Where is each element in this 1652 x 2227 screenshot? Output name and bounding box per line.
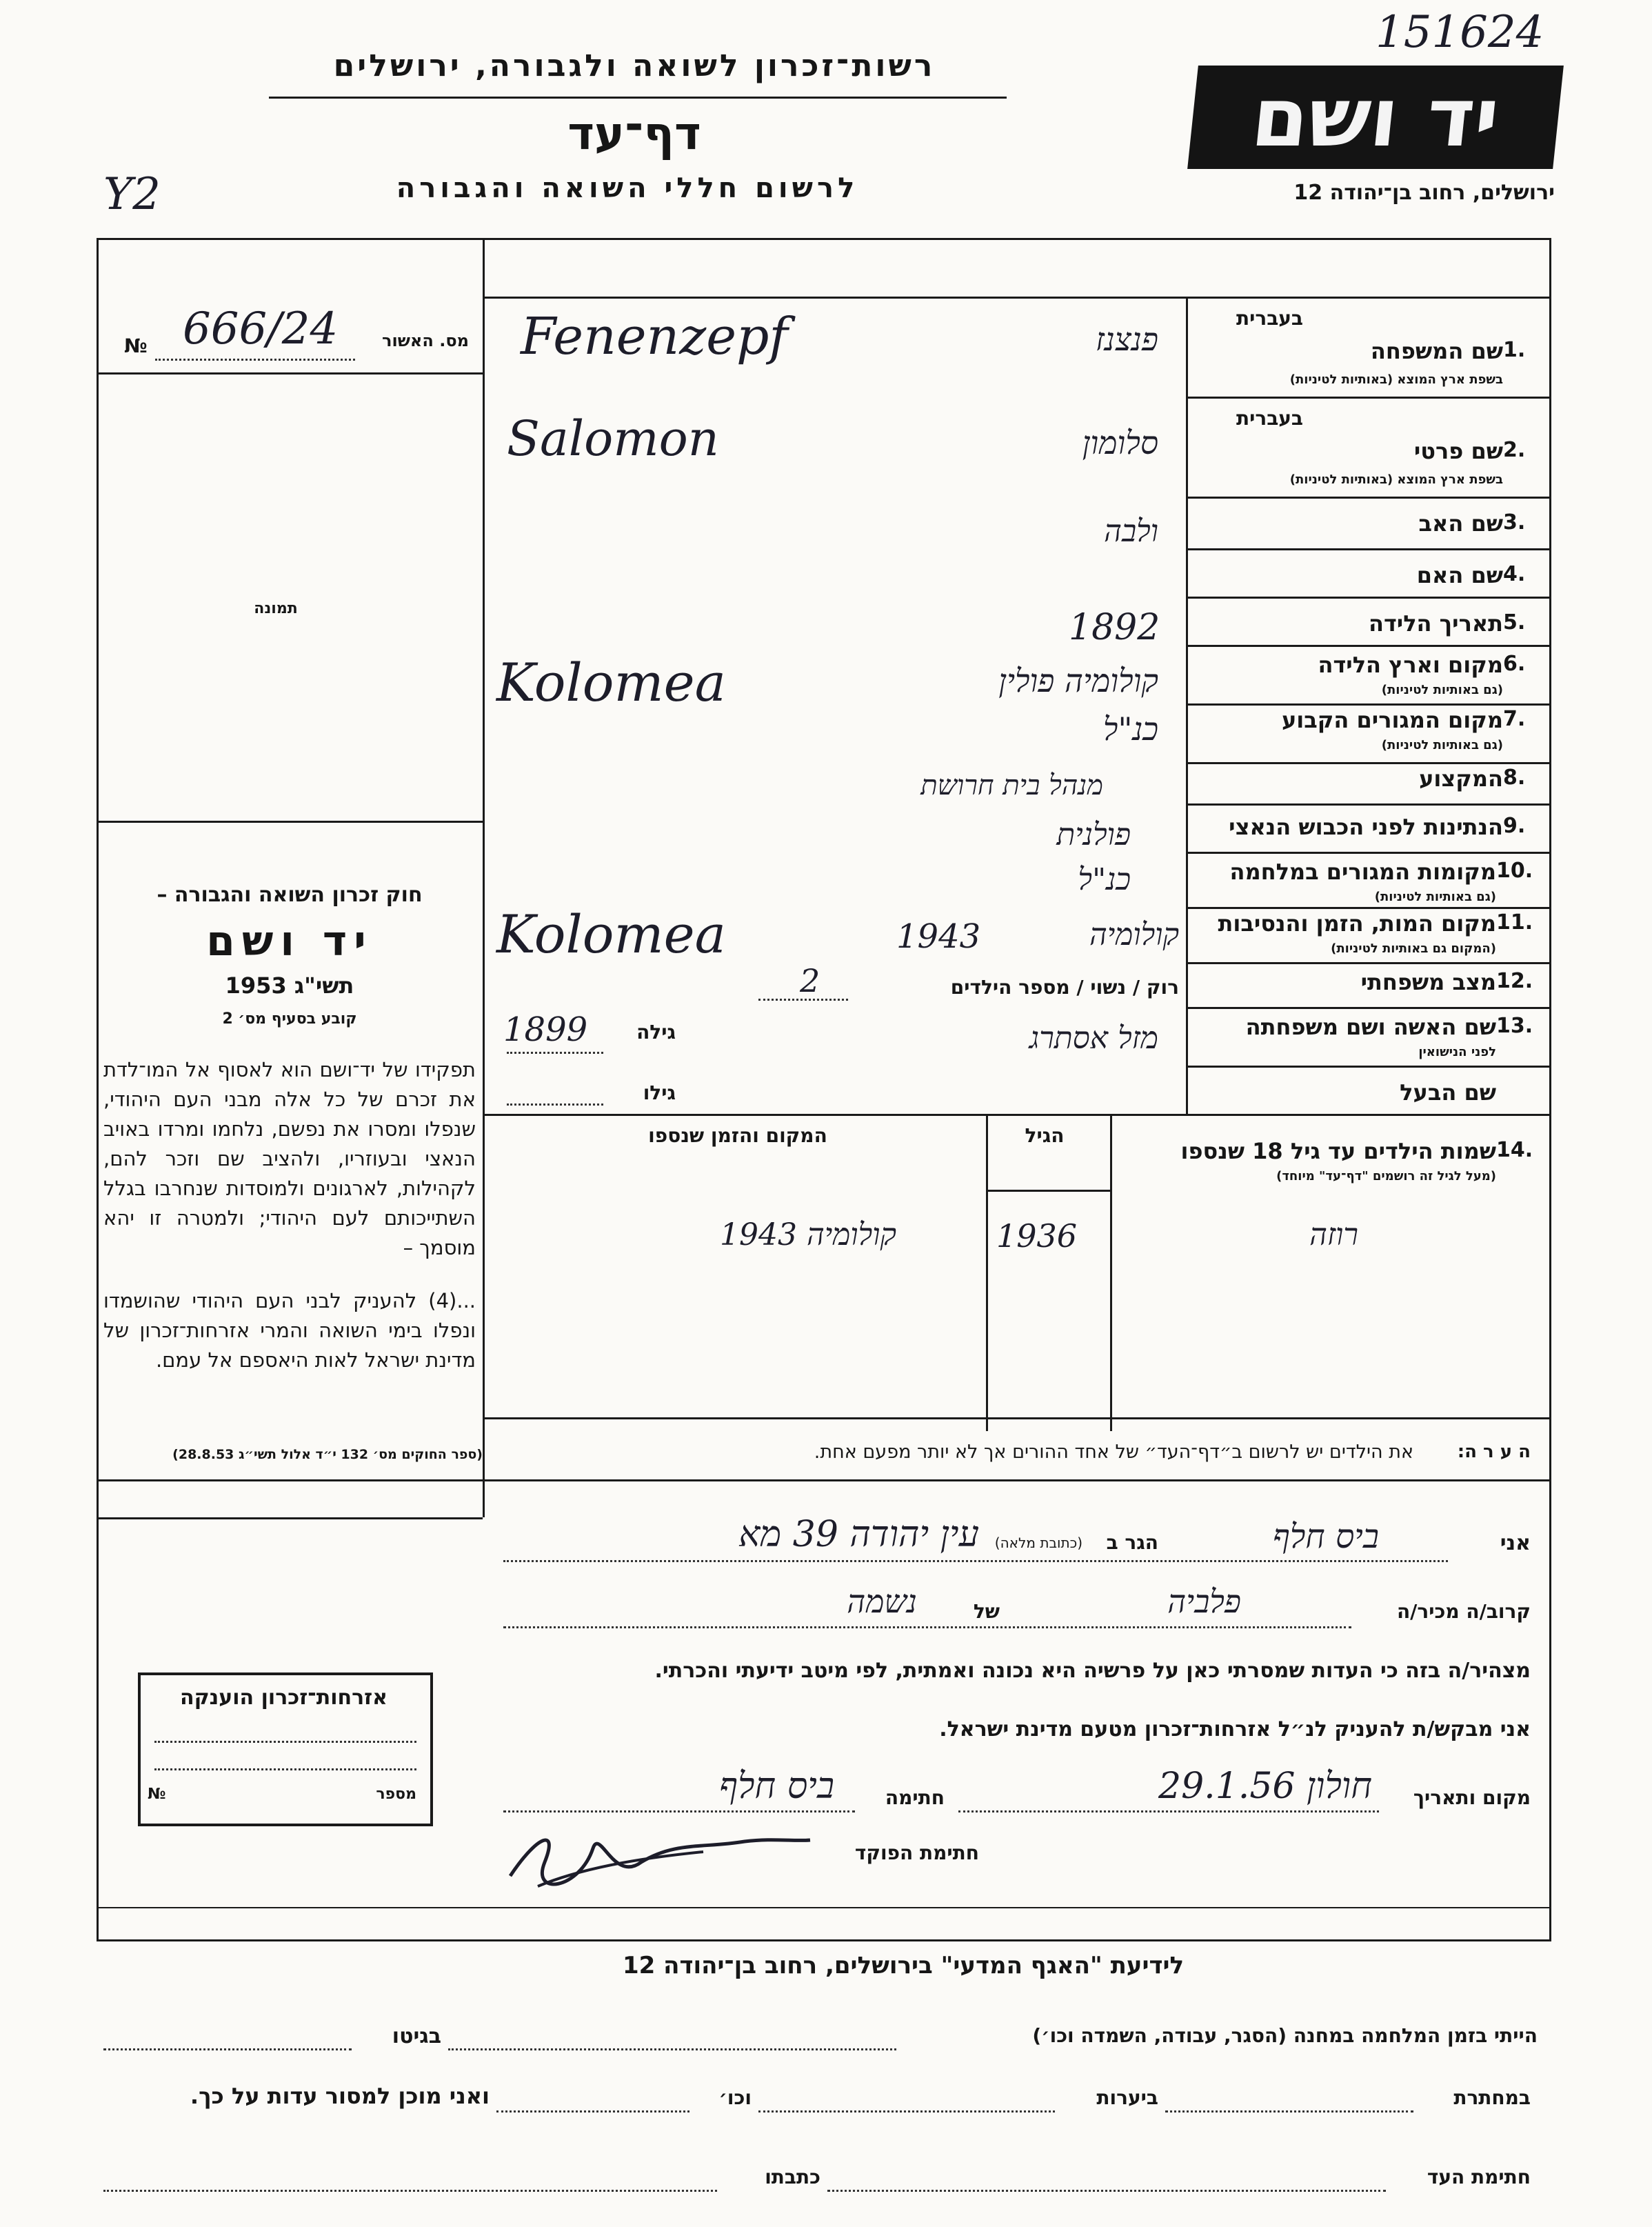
nationality: פולנית <box>1056 817 1131 852</box>
death-year: 1943 <box>896 917 981 956</box>
citizenship-number-label: מספר <box>376 1786 416 1803</box>
bottom-line-3-a: חתימת העד <box>1427 2166 1531 2188</box>
header-address: ירושלים, רחוב בן־יהודה 12 <box>1293 181 1555 205</box>
profession: מנהל בית חרושת <box>920 770 1103 801</box>
death-place-latin: Kolomea <box>496 903 726 965</box>
photo-bottom <box>97 821 483 823</box>
law-text-2: ...(4) להעניק לבני העם היהודי שהושמדו ונפלו בימי השואה והמרי אזרחות־זכרון של מדינת ישראל לאות היאספם אל עמם. <box>103 1289 476 1372</box>
header-rule <box>269 97 1007 99</box>
field-10-sub: (גם באותיות לטיניות) <box>1374 890 1496 904</box>
field-13-label: שם האשה ושם משפחתה <box>1245 1014 1496 1040</box>
authority-title: רשות־זכרון לשואה ולגבורה, ירושלים <box>333 48 936 83</box>
children-age-divider-right <box>1110 1114 1112 1431</box>
field-1-hebrew-tag: בעברית <box>1236 307 1303 330</box>
address-note: (כתובת מלאה) <box>994 1535 1082 1551</box>
surname-latin: Fenenzepf <box>521 307 788 366</box>
declarant-address: עין יהודה 39 מא <box>738 1514 979 1555</box>
place-date-dotline <box>958 1810 1379 1812</box>
approval-sign: № <box>124 334 148 357</box>
declarant-dotline <box>503 1560 1448 1562</box>
field-12-label: מצב משפחתי <box>1360 969 1496 995</box>
child-name: רוזה <box>1309 1217 1358 1252</box>
citizenship-number-sign: № <box>148 1786 166 1803</box>
field-3-label: שם האב <box>1418 510 1503 537</box>
wife-age-label: גילה <box>636 1021 676 1043</box>
bottom-line-1-dots <box>448 2048 896 2050</box>
lives-label: הגר ב <box>1106 1531 1158 1554</box>
law-name: יד ושם <box>206 917 373 966</box>
field-12-num: 12. <box>1496 969 1533 993</box>
approval-dotline <box>155 359 355 361</box>
children-age-divider-left <box>986 1114 988 1431</box>
field-13-num: 13. <box>1496 1014 1533 1038</box>
field-2-num: 2. <box>1503 438 1526 462</box>
field-6-sub: (גם באותיות לטיניות) <box>1381 683 1503 697</box>
field-11-num: 11. <box>1496 910 1533 935</box>
statement-2: אני מבקש/ת להעניק לנ״ל אזרחות־זכרון מטעם מדינת ישראל. <box>939 1717 1531 1741</box>
of-label: של <box>973 1600 1000 1623</box>
law-title: חוק זכרון השואה והגבורה – <box>157 883 423 907</box>
wife-birth-year: 1899 <box>503 1010 588 1049</box>
frame-top-2 <box>483 297 1551 299</box>
field-2-hebrew-tag: בעברית <box>1236 407 1303 430</box>
children-dotline <box>758 999 848 1001</box>
children-header-name: שמות הילדים עד גיל 18 שנספו <box>1180 1138 1496 1164</box>
field-3-num: 3. <box>1503 510 1526 535</box>
officer-signature <box>496 1821 820 1897</box>
approval-rule <box>97 372 483 375</box>
field-10-label: מקומות המגורים במלחמה <box>1229 859 1496 885</box>
of-value: נשמה <box>847 1583 917 1620</box>
bottom-line-2-end: ואני מוכן למסור עדות על כך. <box>190 2083 490 2109</box>
frame-top <box>97 238 1551 240</box>
bottom-title: לידיעת "האגף המדעי" בירושלים, רחוב בן־יהודה 12 <box>622 1952 1185 1979</box>
children-header-note: (מעל לגיל זה רושמים "דף־עד" מיוחד) <box>1276 1169 1496 1184</box>
statement-1: מצהיר/ה בזה כי העדות שמסרתי כאן על פרשיה היא נכונה ואמתית, לפי מיטב ידיעתי והכרתי. <box>654 1659 1531 1683</box>
marital-options: רוק / נשוי / מספר הילדים <box>950 976 1179 999</box>
husband-age-label: גילו <box>643 1081 676 1104</box>
wife-dotline <box>507 1052 603 1054</box>
field-6-rule <box>1186 703 1551 706</box>
children-count: 2 <box>800 962 820 999</box>
frame-bottom <box>97 1939 1551 1941</box>
birth-date: 1892 <box>1069 607 1160 648</box>
bottom-line-2-dots-b <box>758 2110 1055 2113</box>
field-13-rule <box>1186 1066 1551 1068</box>
law-clause: קובע בסעיף מס׳ 2 <box>222 1010 357 1028</box>
husband-label: שם הבעל <box>1400 1079 1496 1106</box>
field-7-sub: (גם באותיות לטיניות) <box>1381 738 1503 752</box>
field-11-sub: (המקום גם באותיות לטיניות) <box>1331 941 1496 956</box>
field-11-label: מקום המות, הזמן והנסיבות <box>1218 910 1496 937</box>
field-6-label: מקום וארץ הלידה <box>1318 652 1503 678</box>
death-place-hebrew: קולומיה <box>1089 917 1179 952</box>
place-date-label: מקום ותאריך <box>1413 1786 1531 1809</box>
child-place: קולומיה 1943 <box>719 1217 896 1252</box>
bottom-line-3-dots-a <box>827 2190 1386 2192</box>
relation-label: קרוב/ה מכיר/ה <box>1396 1600 1531 1623</box>
relation-dotline <box>503 1626 1351 1628</box>
citizenship-box <box>138 1672 433 1826</box>
yad-vashem-logo: יד ושם <box>1187 66 1564 169</box>
husband-age-dotline <box>507 1103 603 1106</box>
field-2-rule <box>1186 497 1551 499</box>
law-bottom-rule <box>97 1517 483 1519</box>
signature-dotline <box>503 1810 855 1812</box>
field-1-rule <box>1186 397 1551 399</box>
citizenship-line-2 <box>154 1768 416 1770</box>
bottom-line-1: הייתי בזמן המלחמה במחנה (הסגר, עבודה, השמדה וכו׳) <box>1032 2024 1538 2047</box>
wife-name: מזל אסתרג <box>1029 1021 1158 1056</box>
frame-left <box>97 238 99 1941</box>
field-12-rule <box>1186 1007 1551 1009</box>
field-13-sub: לפני הנישואין <box>1418 1045 1496 1059</box>
wartime-residence: כנ"ל <box>1078 862 1131 897</box>
declarant-i: אני <box>1500 1531 1531 1555</box>
signature-label: חתימה <box>885 1786 945 1809</box>
note-label: ה ע ר ה: <box>1457 1441 1531 1462</box>
field-3-rule <box>1186 548 1551 550</box>
children-header-rule <box>986 1190 1110 1192</box>
given-name-hebrew: סלומון <box>1082 424 1158 461</box>
field-11-rule <box>1186 962 1551 964</box>
children-header-age: הגיל <box>1025 1124 1065 1147</box>
bottom-line-1-dots-2 <box>103 2048 352 2050</box>
margin-mark: Y2 <box>103 169 161 220</box>
field-8-rule <box>1186 803 1551 806</box>
field-8-num: 8. <box>1503 766 1526 790</box>
field-4-label: שם האם <box>1416 562 1503 588</box>
bottom-line-2-b: ביערות <box>1096 2086 1158 2109</box>
archive-number: 151624 <box>1376 7 1544 58</box>
field-7-rule <box>1186 762 1551 764</box>
field-6-num: 6. <box>1503 652 1526 676</box>
field-9-label: הנתינות לפני הכבוש הנאצי <box>1229 814 1503 840</box>
children-num: 14. <box>1496 1138 1533 1162</box>
bottom-section-rule <box>97 1907 1551 1908</box>
children-header-place: המקום והזמן שנספו <box>648 1124 827 1147</box>
declarant-name: ביס חלף <box>1272 1517 1379 1556</box>
law-citation: (ספר החוקים מס׳ 132 י״ד אלול תשי״ג 28.8.53) <box>172 1447 483 1462</box>
given-name-latin: Salomon <box>507 410 719 467</box>
place-date-value: חולון 29.1.56 <box>1158 1766 1372 1807</box>
bottom-line-2-dots-a <box>1165 2110 1413 2113</box>
field-7-label: מקום המגורים הקבוע <box>1281 707 1503 733</box>
field-5-rule <box>1186 645 1551 647</box>
officer-label: חתימת הפוקד <box>854 1841 979 1864</box>
father-name: ולבה <box>1104 514 1158 549</box>
field-7-num: 7. <box>1503 707 1526 731</box>
field-1-sub: בשפת ארץ המוצא (באותיות לטיניות) <box>1289 372 1503 387</box>
field-10-num: 10. <box>1496 859 1533 883</box>
field-4-num: 4. <box>1503 562 1526 586</box>
field-10-rule <box>1186 907 1551 909</box>
field-2-label: שם פרטי <box>1413 438 1503 464</box>
approval-number: 666/24 <box>183 303 339 354</box>
relation-value: פלביה <box>1167 1583 1241 1620</box>
surname-hebrew: פנצנז <box>1096 321 1158 358</box>
child-age: 1936 <box>996 1217 1078 1255</box>
note-rule <box>97 1479 1551 1481</box>
field-4-rule <box>1186 597 1551 599</box>
signature-value: ביס חלף <box>719 1766 834 1807</box>
form-subtitle: לרשום חללי השואה והגבורה <box>396 172 859 204</box>
note-text: את הילדים יש לרשום ב״דף־העד״ של אחד ההורים אך לא יותר מפעם אחת. <box>814 1441 1413 1463</box>
bottom-line-3-dots-b <box>103 2190 717 2192</box>
field-9-num: 9. <box>1503 814 1526 838</box>
frame-right <box>1549 238 1551 1941</box>
children-bottom-rule <box>483 1417 1551 1419</box>
left-column-divider <box>483 238 485 1517</box>
birth-place-hebrew: קולומיה פולין <box>998 662 1158 699</box>
field-2-sub: בשפת ארץ המוצא (באותיות לטיניות) <box>1289 472 1503 487</box>
bottom-line-2-c: וכו׳ <box>718 2086 752 2109</box>
law-text-1: תפקידו של יד־ושם הוא לאסוף אל המו־לדת את זכרם של כל אלה מבני העם היהודי, שנפלו ומסרו את נפשם, נלחמו ומרדו באויב הנאצי ובעוזריו, ולהציב שם וזכר להם, לקהילות, לארגונים ולמוסדות שנחרבו בגלל השתייכותם לעם היהודי; ולמטרה זו יהא מוסמך – <box>103 1058 476 1259</box>
bottom-line-1-end: בגיטו <box>392 2024 441 2048</box>
field-1-label: שם המשפחה <box>1370 338 1503 364</box>
field-5-label: תאריך הלידה <box>1368 610 1503 637</box>
form-title: דף־עד <box>567 107 701 160</box>
approval-label: מס. האשור <box>382 331 469 350</box>
citizenship-line-1 <box>154 1741 416 1743</box>
residence: כנ"ל <box>1102 710 1158 748</box>
law-year: תשי"ג 1953 <box>225 972 354 999</box>
citizenship-title: אזרחות־זכרון הוענקה <box>179 1686 388 1710</box>
field-1-num: 1. <box>1503 338 1526 362</box>
bottom-line-2-a: במחתרת <box>1453 2086 1531 2109</box>
birth-place-latin: Kolomea <box>496 652 726 713</box>
photo-label: תמונה <box>254 600 298 617</box>
bottom-line-3-b: כתבתו <box>765 2166 820 2188</box>
field-8-label: המקצוע <box>1419 766 1503 792</box>
field-5-num: 5. <box>1503 610 1526 635</box>
bottom-line-2-dots-c <box>496 2110 689 2113</box>
field-9-rule <box>1186 852 1551 854</box>
field-husband-rule <box>483 1114 1551 1116</box>
